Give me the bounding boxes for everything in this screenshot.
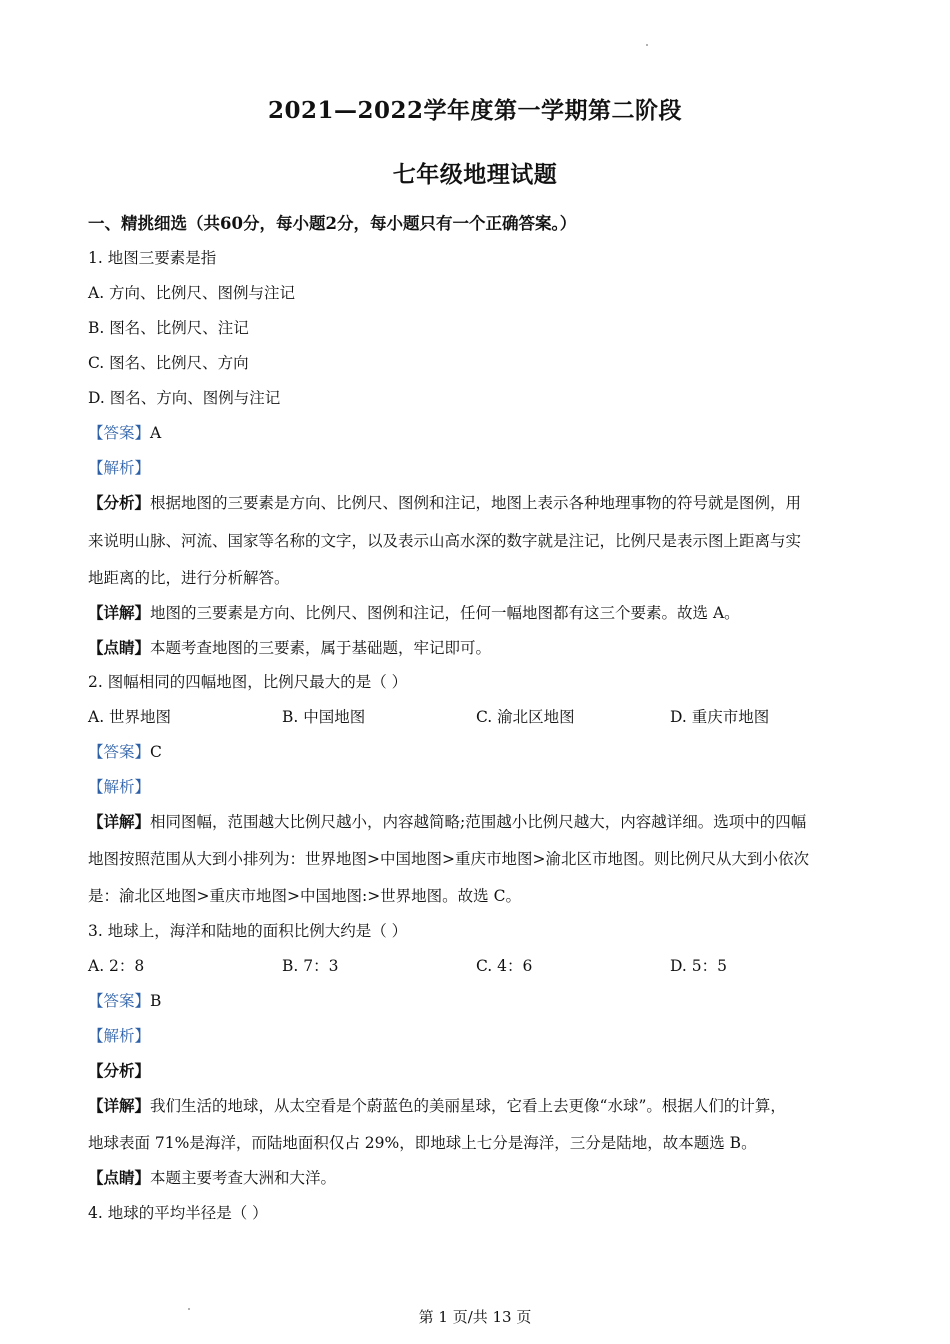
question-1-stem: 1. 地图三要素是指	[88, 249, 217, 267]
question-1-xiangjie	[88, 601, 868, 623]
analysis-label: 【解析】	[88, 778, 151, 796]
question-2-analysis-label	[88, 775, 868, 797]
answer-label: 【答案】	[88, 424, 151, 442]
document-title-line2: 七年级地理试题	[392, 161, 558, 188]
question-1-answer	[88, 421, 868, 443]
question-3-option-c: C. 4：6	[476, 957, 533, 975]
dianjing-text: 本题考查地图的三要素，属于基础题，牢记即可。	[150, 639, 492, 657]
question-3-xiangjie-line1	[88, 1094, 868, 1116]
question-3-option-d: D. 5：5	[670, 957, 727, 975]
question-1-fenxi-line2: 来说明山脉、河流、国家等名称的文字，以及表示山高水深的数字就是注记，比例尺是表示图上距离与实	[88, 532, 802, 550]
question-3-stem: 3. 地球上，海洋和陆地的面积比例大约是（ ）	[88, 922, 408, 940]
xiangjie-text: 地图的三要素是方向、比例尺、图例和注记，任何一幅地图都有这三个要素。故选 A。	[150, 604, 740, 622]
xiangjie-label: 【详解】	[88, 1096, 151, 1115]
question-3-fenxi	[88, 1059, 868, 1081]
question-3-option-b: B. 7：3	[282, 957, 339, 975]
scan-dot	[646, 44, 648, 46]
question-2-xiangjie-line2: 地图按照范围从大到小排列为：世界地图>中国地图>重庆市地图>渝北区市地图。则比例尺从大到小依次	[88, 850, 809, 868]
question-3-dianjing	[88, 1166, 868, 1188]
xiangjie-text: 相同图幅，范围越大比例尺越小，内容越简略;范围越小比例尺越大，内容越详细。选项中的四幅	[150, 813, 807, 831]
fenxi-label: 【分析】	[88, 493, 151, 512]
section-heading: 一、精挑细选（共60分，每小题2分，每小题只有一个正确答案。）	[88, 214, 577, 233]
question-3-xiangjie-line2: 地球表面 71%是海洋，而陆地面积仅占 29%，即地球上七分是海洋，三分是陆地，故本题选 B。	[88, 1134, 757, 1152]
question-2-stem: 2. 图幅相同的四幅地图，比例尺最大的是（ ）	[88, 673, 408, 691]
question-1-option-c: C. 图名、比例尺、方向	[88, 354, 249, 372]
question-1-option-b: B. 图名、比例尺、注记	[88, 319, 249, 337]
question-3-option-a: A. 2：8	[88, 957, 145, 975]
fenxi-label: 【分析】	[88, 1061, 151, 1080]
question-1-option-d: D. 图名、方向、图例与注记	[88, 389, 281, 407]
answer-value: B	[150, 992, 162, 1010]
question-1-dianjing	[88, 636, 868, 658]
question-1-analysis-label	[88, 456, 868, 478]
question-2-xiangjie-line3: 是：渝北区地图>重庆市地图>中国地图:>世界地图。故选 C。	[88, 887, 521, 905]
dianjing-label: 【点睛】	[88, 1168, 151, 1187]
dianjing-label: 【点睛】	[88, 638, 151, 657]
question-4-stem: 4. 地球的平均半径是（ ）	[88, 1204, 268, 1222]
analysis-label: 【解析】	[88, 459, 151, 477]
xiangjie-text: 我们生活的地球，从太空看是个蔚蓝色的美丽星球，它看上去更像“水球”。根据人们的计算，	[150, 1097, 786, 1115]
xiangjie-label: 【详解】	[88, 603, 151, 622]
question-2-answer	[88, 740, 868, 762]
answer-label: 【答案】	[88, 992, 151, 1010]
answer-value: A	[150, 424, 162, 442]
answer-label: 【答案】	[88, 743, 151, 761]
question-2-option-d: D. 重庆市地图	[670, 708, 770, 726]
question-2-option-b: B. 中国地图	[282, 708, 366, 726]
question-3-answer	[88, 989, 868, 1011]
question-2-option-a: A. 世界地图	[88, 708, 172, 726]
analysis-label: 【解析】	[88, 1027, 151, 1045]
fenxi-text: 根据地图的三要素是方向、比例尺、图例和注记，地图上表示各种地理事物的符号就是图例，用	[150, 494, 802, 512]
question-1-fenxi-line3: 地距离的比，进行分析解答。	[88, 569, 290, 587]
question-3-analysis-label	[88, 1024, 868, 1046]
page-footer: 第 1 页/共 13 页	[418, 1308, 532, 1326]
dianjing-text: 本题主要考查大洲和大洋。	[150, 1169, 337, 1187]
question-2-option-c: C. 渝北区地图	[476, 708, 575, 726]
document-title-line1: 2021—2022学年度第一学期第二阶段	[267, 97, 683, 124]
answer-value: C	[150, 743, 162, 761]
question-1-fenxi-line1	[88, 491, 868, 513]
xiangjie-label: 【详解】	[88, 812, 151, 831]
question-1-option-a: A. 方向、比例尺、图例与注记	[88, 284, 296, 302]
question-2-xiangjie-line1	[88, 810, 868, 832]
